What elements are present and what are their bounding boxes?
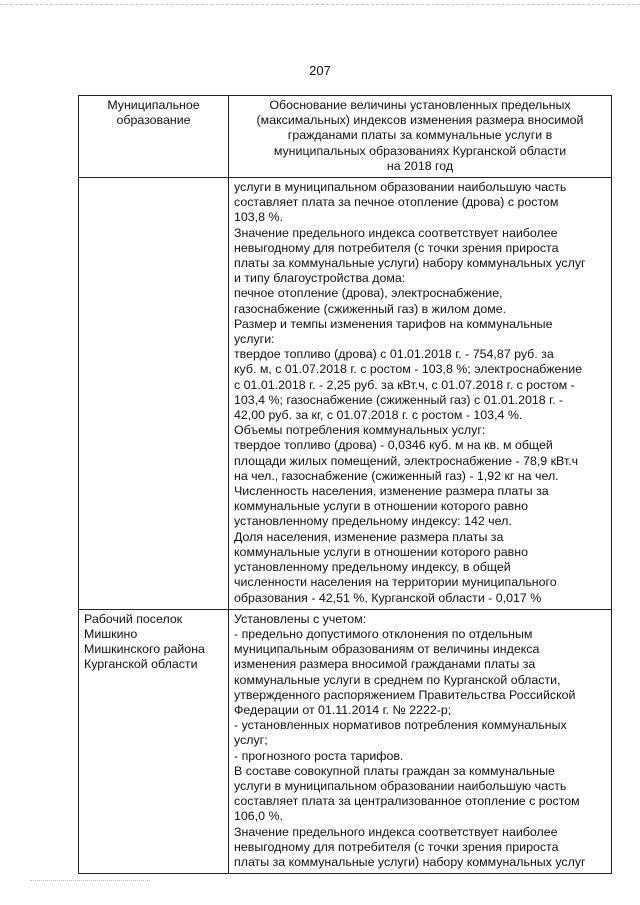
- text-line: Значение предельного индекса соответствует наиболее: [234, 225, 558, 240]
- municipality-cell: [79, 178, 229, 610]
- tariff-index-table: [78, 95, 612, 874]
- text-line: печное отопление (дрова), электроснабжение,: [234, 286, 503, 301]
- header-justification-cell: [229, 96, 612, 178]
- municipality-cell: [79, 609, 229, 873]
- text-line: 103,4 %; газоснабжение (сжиженный газ) с 01.01.2018 г. -: [234, 392, 564, 407]
- header-text-line: гражданами платы за коммунальные услуги в: [287, 128, 553, 143]
- text-line: утвержденного распоряжением Правительства Российской: [234, 687, 576, 702]
- justification-cell: [229, 178, 612, 610]
- text-line: 103,8 %.: [234, 210, 283, 225]
- header-text-line: на 2018 год: [386, 158, 454, 173]
- text-line: и типу благоустройства дома:: [234, 271, 406, 286]
- text-line: изменения размера вносимой гражданами платы за: [234, 657, 536, 672]
- header-text-line: (максимальных) индексов изменения размера вносимой: [256, 113, 584, 128]
- text-line: куб. м, с 01.07.2018 г. с ростом - 103,8 %; электроснабжение: [234, 362, 583, 377]
- table-row: [79, 609, 612, 873]
- text-line: Доля населения, изменение размера платы за: [234, 529, 504, 544]
- text-line: Численность населения, изменение размера платы за: [234, 484, 549, 499]
- text-line: коммунальные услуги в отношении которого равно: [234, 499, 528, 514]
- text-line: твердое топливо (дрова) с 01.01.2018 г. - 754,87 руб. за: [234, 347, 554, 362]
- header-text-line: муниципальных образованиях Курганской области: [273, 143, 567, 158]
- text-line: установленному предельному индексу: 142 чел.: [234, 514, 512, 529]
- text-line: муниципальным образованиям от величины индекса: [234, 642, 540, 657]
- text-line: коммунальные услуги в отношении которого равно: [234, 544, 528, 559]
- text-line: услуги в муниципальном образовании наибольшую часть: [234, 180, 567, 195]
- municipality-name-line: Рабочий поселок: [84, 611, 183, 626]
- text-line: образования - 42,51 %, Курганской области - 0,017 %: [234, 590, 542, 605]
- text-line: Значение предельного индекса соответствует наиболее: [234, 824, 558, 839]
- text-line: услуг;: [234, 733, 268, 748]
- text-line: - предельно допустимого отклонения по отдельным: [234, 626, 533, 641]
- text-line: невыгодному для потребителя (с точки зрения прироста: [234, 240, 559, 255]
- text-line: - установленных нормативов потребления коммунальных: [234, 718, 567, 733]
- header-municipality-cell: [79, 96, 229, 178]
- text-line: В составе совокупной платы граждан за коммунальные: [234, 763, 555, 778]
- text-line: платы за коммунальные услуги) набору коммунальных услуг: [234, 256, 586, 271]
- text-line: газоснабжение (сжиженный газ) в жилом доме.: [234, 301, 507, 316]
- municipality-name-line: Курганской области: [84, 657, 198, 672]
- text-line: услуги в муниципальном образовании наибольшую часть: [234, 778, 567, 793]
- text-line: Федерации от 01.11.2014 г. № 2222-р;: [234, 702, 452, 717]
- header-text-line: Муниципальное: [107, 98, 200, 112]
- page-number: 207: [309, 63, 331, 78]
- text-line: площади жилых помещений, электроснабжение - 78,9 кВт.ч: [234, 453, 579, 468]
- text-line: - прогнозного роста тарифов.: [234, 748, 404, 763]
- table-header-row: [79, 96, 612, 178]
- text-line: услуги:: [234, 332, 275, 347]
- text-line: численности населения на территории муниципального: [234, 575, 557, 590]
- scan-edge-line: [0, 4, 640, 5]
- scan-edge-dots: [30, 880, 150, 881]
- text-line: коммунальные услуги в среднем по Курганской области,: [234, 672, 561, 687]
- text-line: 106,0 %.: [234, 809, 283, 824]
- text-line: составляет плата за централизованное отопление с ростом: [234, 794, 580, 809]
- text-line: Размер и темпы изменения тарифов на коммунальные: [234, 316, 553, 331]
- text-line: невыгодному для потребителя (с точки зрения прироста: [234, 839, 559, 854]
- justification-cell: [229, 609, 612, 873]
- text-line: с 01.01.2018 г. - 2,25 руб. за кВт.ч, с 01.07.2018 г. с ростом -: [234, 377, 575, 392]
- text-line: Установлены с учетом:: [234, 611, 367, 626]
- text-line: платы за коммунальные услуги) набору коммунальных услуг: [234, 854, 586, 869]
- text-line: установленному предельному индексу, в общей: [234, 560, 511, 575]
- text-line: 42,00 руб. за кг, с 01.07.2018 г. с ростом - 103,4 %.: [234, 408, 523, 423]
- text-line: Объемы потребления коммунальных услуг:: [234, 423, 486, 438]
- municipality-name-line: Мишкино: [84, 626, 138, 641]
- text-line: составляет плата за печное отопление (дрова) с ростом: [234, 195, 559, 210]
- table-row: [79, 178, 612, 610]
- text-line: твердое топливо (дрова) - 0,0346 куб. м на кв. м общей: [234, 438, 553, 453]
- header-text-line: Обоснование величины установленных предельных: [269, 98, 571, 112]
- text-line: на чел., газоснабжение (сжиженный газ) - 1,92 кг на чел.: [234, 468, 559, 483]
- header-text-line: образование: [116, 113, 191, 128]
- municipality-name-line: Мишкинского района: [84, 642, 205, 657]
